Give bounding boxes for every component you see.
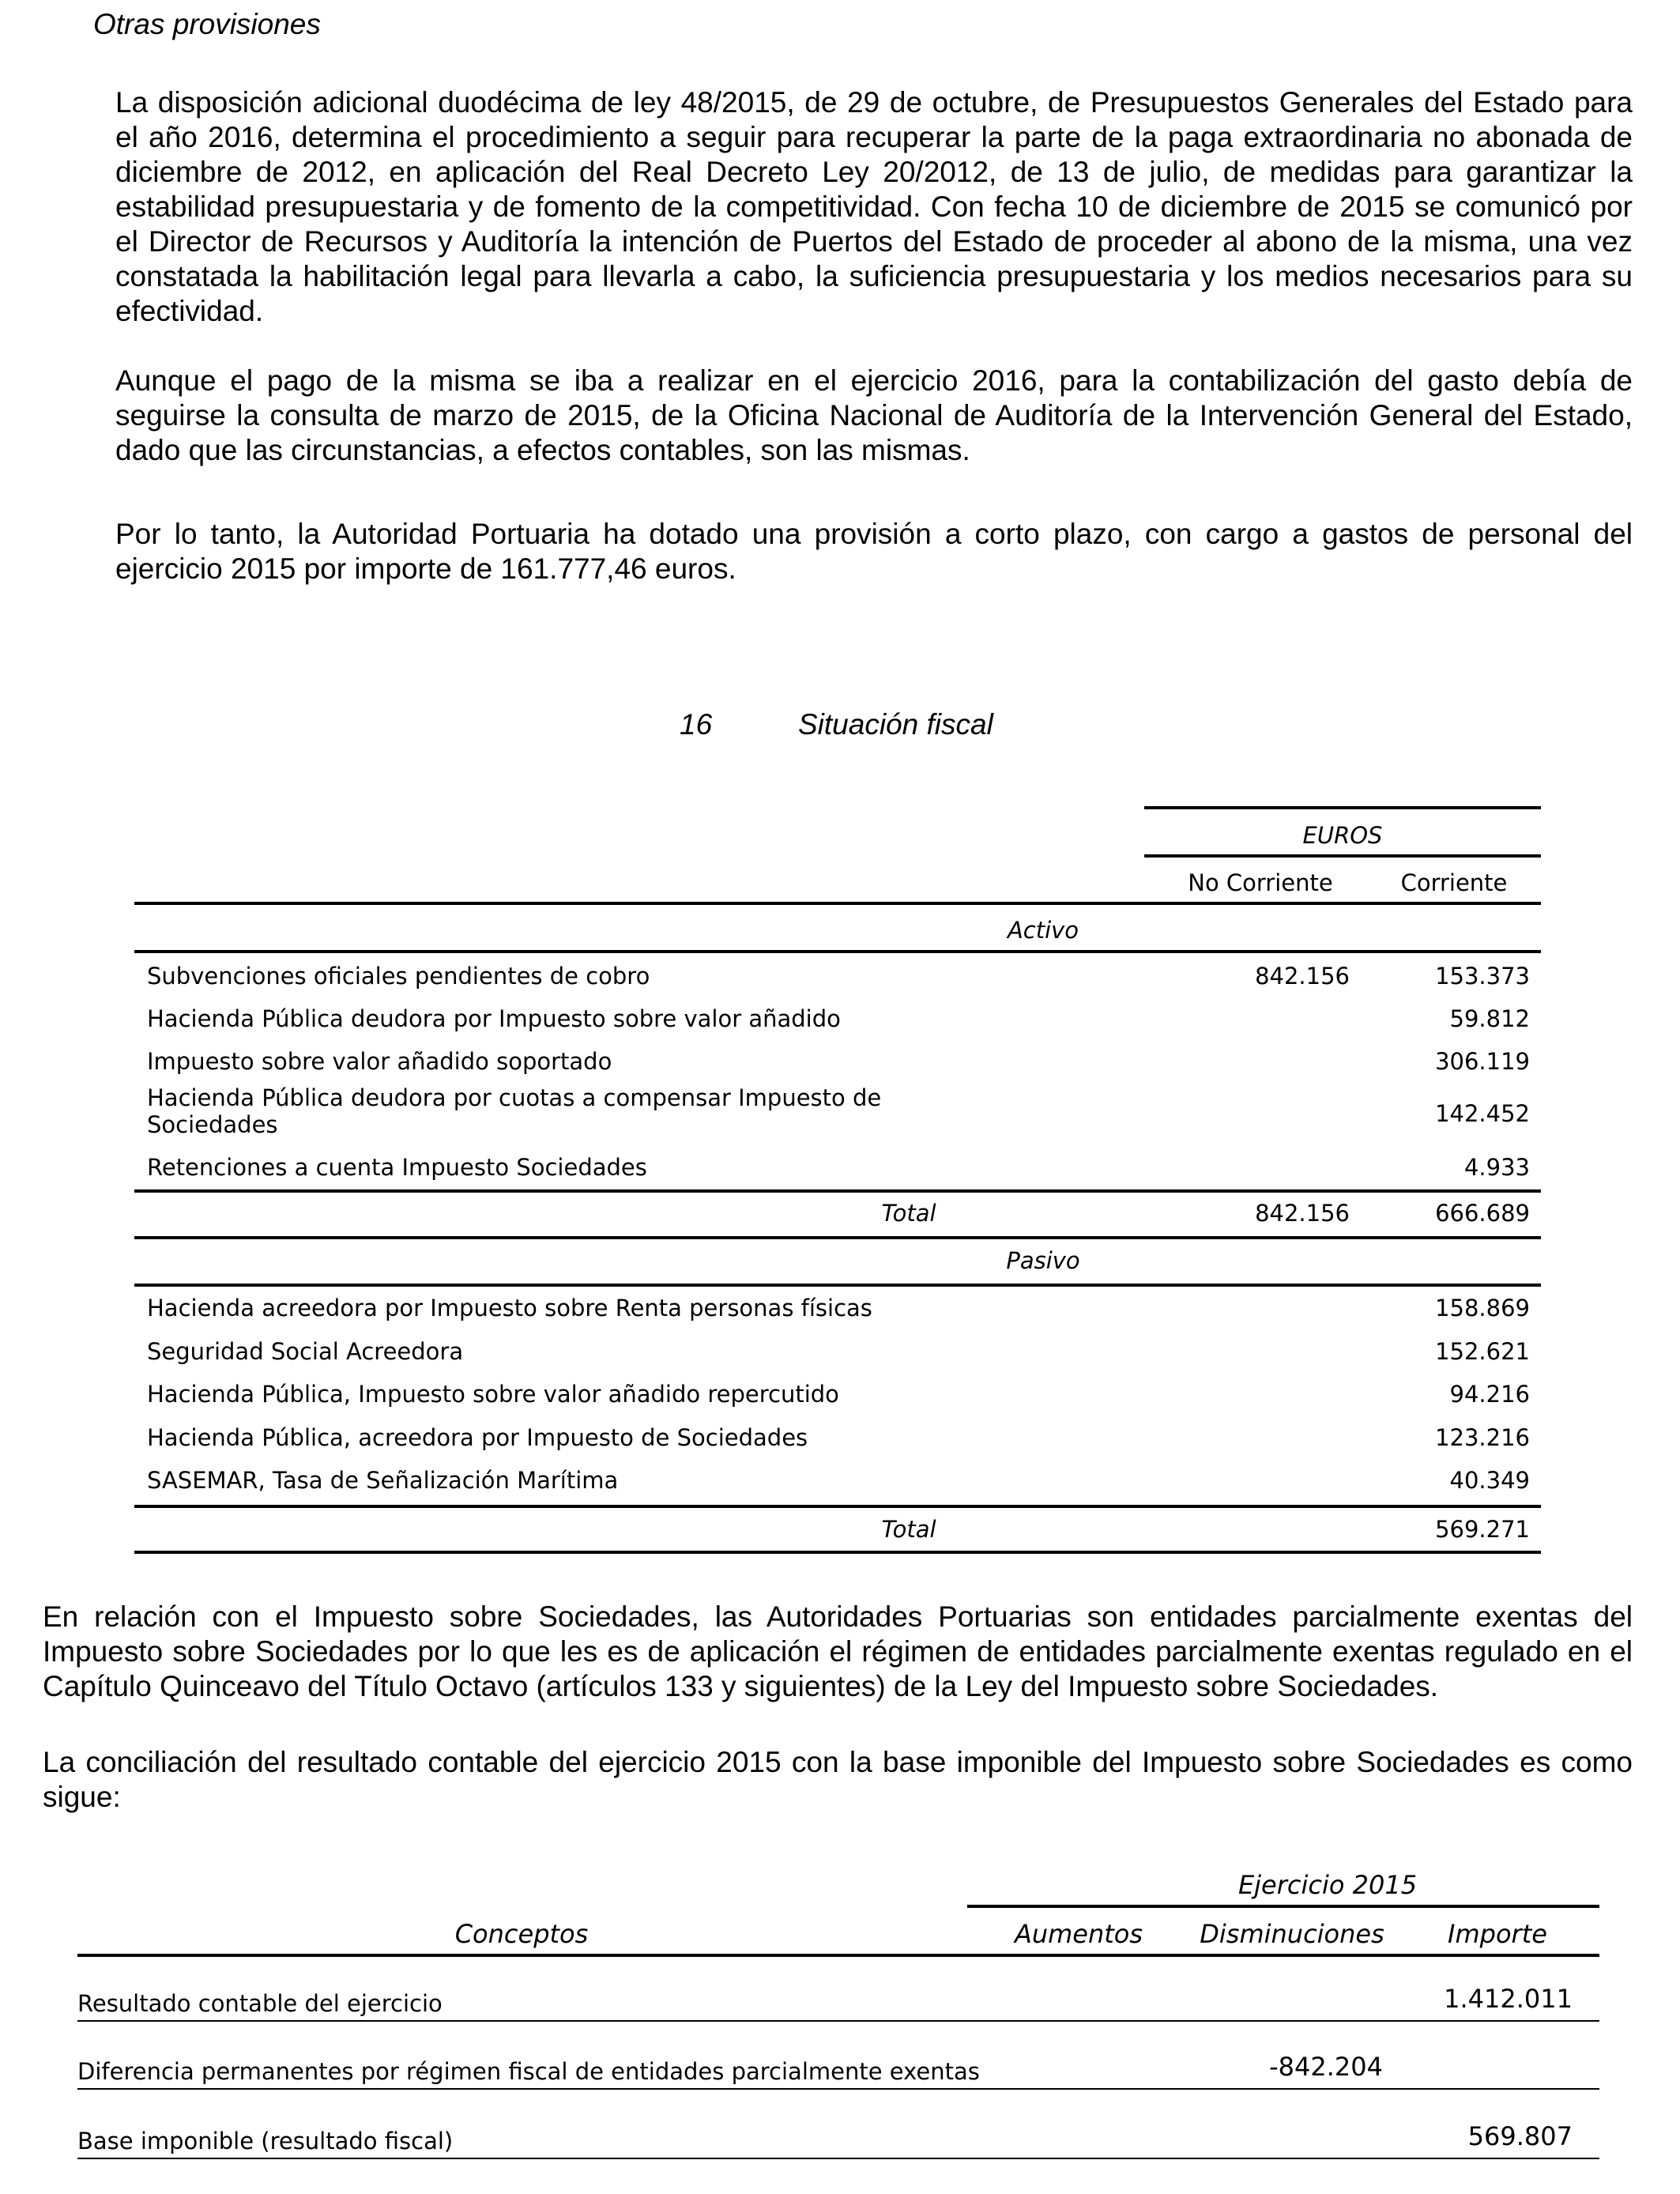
row-label: Impuesto sobre valor añadido soportado xyxy=(147,1048,612,1075)
row-label: Hacienda Pública deudora por cuotas a compensar Impuesto de Sociedades xyxy=(147,1084,882,1138)
table-rule xyxy=(134,1505,1541,1508)
total-value-corriente: 569.271 xyxy=(1435,1516,1530,1543)
col-header-disminuciones: Disminuciones xyxy=(1200,1919,1384,1949)
row-label: Hacienda Pública, acreedora por Impuesto de Sociedades xyxy=(147,1424,808,1451)
row-value-corriente: 142.452 xyxy=(1435,1100,1530,1127)
euros-header: EUROS xyxy=(1302,822,1383,849)
table-rule xyxy=(134,902,1541,905)
row-disminuciones: -842.204 xyxy=(1269,2052,1383,2082)
total-value-corriente: 666.689 xyxy=(1435,1200,1530,1227)
row-label: Hacienda acreedora por Impuesto sobre Renta personas físicas xyxy=(147,1295,872,1321)
row-value-corriente: 59.812 xyxy=(1449,1005,1530,1032)
paragraph-paga-extraordinaria: La disposición adicional duodécima de ley 48/2015, de 29 de octubre, de Presupuestos Generales del Estado para el año 2016, determina el procedimiento a seguir para recuperar la parte de la paga extraordinaria no abonada de diciembre de 2012, en aplicación del Real Decreto Ley 20/2012, de 13 de julio, de medidas para garantizar la estabilidad presupuestaria y de fomento de la competitividad. Con fecha 10 de diciembre de 2015 se comunicó por el Director de Recursos y Auditoría la intención de Puertos del Estado de proceder al abono de la misma, una vez constatada la habilitación legal para llevarla a cabo, la suficiencia presupuestaria y los medios necesarios para su efectividad. xyxy=(115,86,1633,327)
row-label: Seguridad Social Acreedora xyxy=(147,1338,464,1365)
paragraph-provision: Por lo tanto, la Autoridad Portuaria ha dotado una provisión a corto plazo, con cargo a gastos de personal del ejercicio 2015 por importe de 161.777,46 euros. xyxy=(115,518,1633,585)
table-rule xyxy=(1144,806,1541,809)
row-value-corriente: 4.933 xyxy=(1463,1154,1530,1181)
subsection-heading: Otras provisiones xyxy=(93,8,321,40)
paragraph-conciliacion: La conciliación del resultado contable del ejercicio 2015 con la base imponible del Impuesto sobre Sociedades es como sigue: xyxy=(43,1746,1633,1813)
row-label: SASEMAR, Tasa de Señalización Marítima xyxy=(147,1467,619,1494)
paragraph-contabilizacion: Aunque el pago de la misma se iba a realizar en el ejercicio 2016, para la contabilización del gasto debía de seguirse la consulta de marzo de 2015, de la Oficina Nacional de Auditoría de la Intervención General del Estado, dado que las circunstancias, a efectos contables, son las mismas. xyxy=(115,364,1633,466)
row-label: Subvenciones oficiales pendientes de cobro xyxy=(147,963,650,990)
row-concepto: Diferencia permanentes por régimen fiscal de entidades parcialmente exentas xyxy=(77,2058,980,2085)
table-rule xyxy=(77,1954,1599,1957)
section-title: Situación fiscal xyxy=(798,708,993,741)
row-value-corriente: 158.869 xyxy=(1435,1295,1530,1321)
table-rule xyxy=(134,950,1541,953)
table-rule xyxy=(1144,854,1541,858)
group-header-ejercicio: Ejercicio 2015 xyxy=(1237,1870,1418,1900)
col-header-conceptos: Conceptos xyxy=(454,1919,589,1949)
row-value-corriente: 123.216 xyxy=(1435,1424,1530,1451)
row-value-corriente: 94.216 xyxy=(1449,1381,1530,1408)
row-divider xyxy=(77,2088,1599,2090)
row-concepto: Base imponible (resultado fiscal) xyxy=(77,2128,454,2154)
row-value-corriente: 153.373 xyxy=(1435,963,1530,990)
row-importe: 1.412.011 xyxy=(1444,1984,1573,2014)
row-value-corriente: 40.349 xyxy=(1449,1467,1530,1494)
total-value-no-corriente: 842.156 xyxy=(1255,1200,1350,1227)
row-value-corriente: 306.119 xyxy=(1435,1048,1530,1075)
paragraph-impuesto-sociedades: En relación con el Impuesto sobre Sociedades, las Autoridades Portuarias son entidades parcialmente exentas del Impuesto sobre Sociedades por lo que les es de aplicación el régimen de entidades parcialmente exentas regulado en el Capítulo Quinceavo del Título Octavo (artículos 133 y siguientes) de la Ley del Impuesto sobre Sociedades. xyxy=(43,1600,1633,1702)
row-value-no-corriente: 842.156 xyxy=(1255,963,1350,990)
section-label-activo: Activo xyxy=(1007,917,1079,944)
row-value-corriente: 152.621 xyxy=(1435,1338,1530,1365)
table-rule xyxy=(134,1551,1541,1554)
table-rule xyxy=(967,1905,1599,1908)
row-concepto: Resultado contable del ejercicio xyxy=(77,1990,443,2017)
row-label: Hacienda Pública deudora por Impuesto sobre valor añadido xyxy=(147,1005,841,1032)
row-divider xyxy=(77,2158,1599,2159)
row-divider xyxy=(77,2020,1599,2022)
row-label: Retenciones a cuenta Impuesto Sociedades xyxy=(147,1154,647,1181)
row-label: Hacienda Pública, Impuesto sobre valor añadido repercutido xyxy=(147,1381,839,1408)
total-label: Total xyxy=(881,1200,936,1227)
section-label-pasivo: Pasivo xyxy=(1006,1247,1080,1274)
col-header-corriente: Corriente xyxy=(1400,869,1508,896)
col-header-no-corriente: No Corriente xyxy=(1188,869,1333,896)
table-rule xyxy=(134,1189,1541,1193)
col-header-aumentos: Aumentos xyxy=(1014,1919,1143,1949)
section-number: 16 xyxy=(680,708,713,741)
table-rule xyxy=(134,1284,1541,1287)
total-label: Total xyxy=(881,1516,936,1543)
row-importe: 569.807 xyxy=(1467,2121,1573,2151)
col-header-importe: Importe xyxy=(1448,1919,1547,1949)
table-rule xyxy=(134,1236,1541,1239)
